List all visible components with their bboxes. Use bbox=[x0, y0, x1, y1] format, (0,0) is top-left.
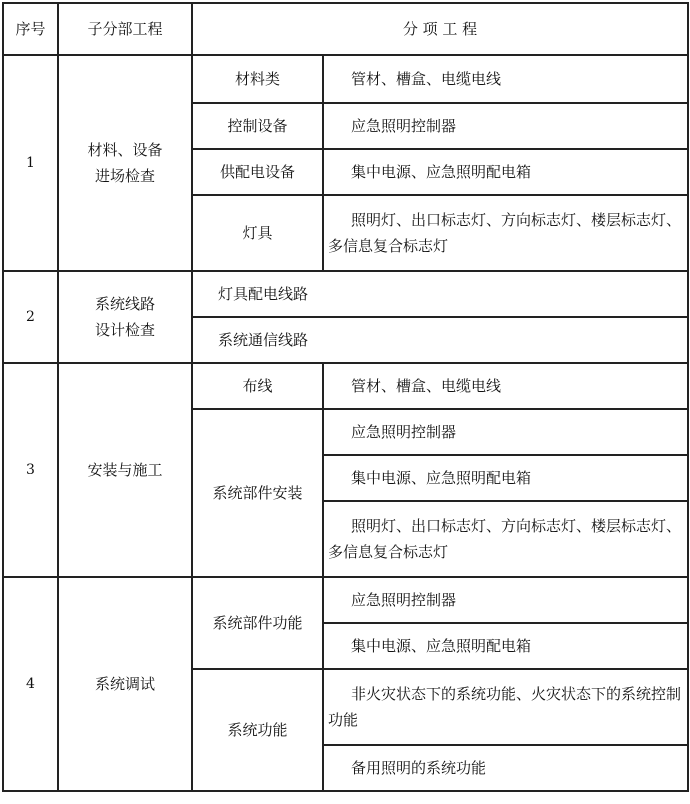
category-cell: 系统部件功能 bbox=[192, 577, 323, 669]
category-cell: 系统功能 bbox=[192, 669, 323, 791]
item-cell: 集中电源、应急照明配电箱 bbox=[323, 455, 688, 501]
item-cell: 应急照明控制器 bbox=[323, 577, 688, 623]
category-cell: 系统部件安装 bbox=[192, 409, 323, 577]
item-cell: 管材、槽盒、电缆电线 bbox=[323, 55, 688, 103]
table-row bbox=[3, 55, 688, 103]
table-row bbox=[3, 363, 688, 409]
category-cell: 控制设备 bbox=[192, 103, 323, 149]
item-cell: 照明灯、出口标志灯、方向标志灯、楼层标志灯、多信息复合标志灯 bbox=[323, 195, 688, 271]
table-row bbox=[3, 271, 688, 317]
seq-3: 3 bbox=[3, 363, 58, 577]
item-cell: 管材、槽盒、电缆电线 bbox=[323, 363, 688, 409]
category-cell: 供配电设备 bbox=[192, 149, 323, 195]
header-subsection: 子分部工程 bbox=[58, 3, 192, 55]
subsection-3: 安装与施工 bbox=[58, 363, 192, 577]
header-seq: 序号 bbox=[3, 3, 58, 55]
item-cell: 集中电源、应急照明配电箱 bbox=[323, 149, 688, 195]
category-cell: 灯具 bbox=[192, 195, 323, 271]
item-cell: 非火灾状态下的系统功能、火灾状态下的系统控制功能 bbox=[323, 669, 688, 745]
table-row bbox=[3, 577, 688, 623]
category-cell: 布线 bbox=[192, 363, 323, 409]
item-cell: 集中电源、应急照明配电箱 bbox=[323, 623, 688, 669]
subsection-2: 系统线路 设计检查 bbox=[58, 271, 192, 363]
header-row bbox=[3, 3, 688, 55]
category-cell: 材料类 bbox=[192, 55, 323, 103]
item-cell: 应急照明控制器 bbox=[323, 103, 688, 149]
seq-4: 4 bbox=[3, 577, 58, 791]
item-cell: 照明灯、出口标志灯、方向标志灯、楼层标志灯、多信息复合标志灯 bbox=[323, 501, 688, 577]
acceptance-table bbox=[2, 2, 689, 792]
seq-1: 1 bbox=[3, 55, 58, 271]
subsection-1: 材料、设备 进场检查 bbox=[58, 55, 192, 271]
item-cell: 备用照明的系统功能 bbox=[323, 745, 688, 791]
subsection-4: 系统调试 bbox=[58, 577, 192, 791]
item-cell: 应急照明控制器 bbox=[323, 409, 688, 455]
item-cell: 系统通信线路 bbox=[192, 317, 688, 363]
header-item: 分 项 工 程 bbox=[192, 3, 688, 55]
item-cell: 灯具配电线路 bbox=[192, 271, 688, 317]
seq-2: 2 bbox=[3, 271, 58, 363]
